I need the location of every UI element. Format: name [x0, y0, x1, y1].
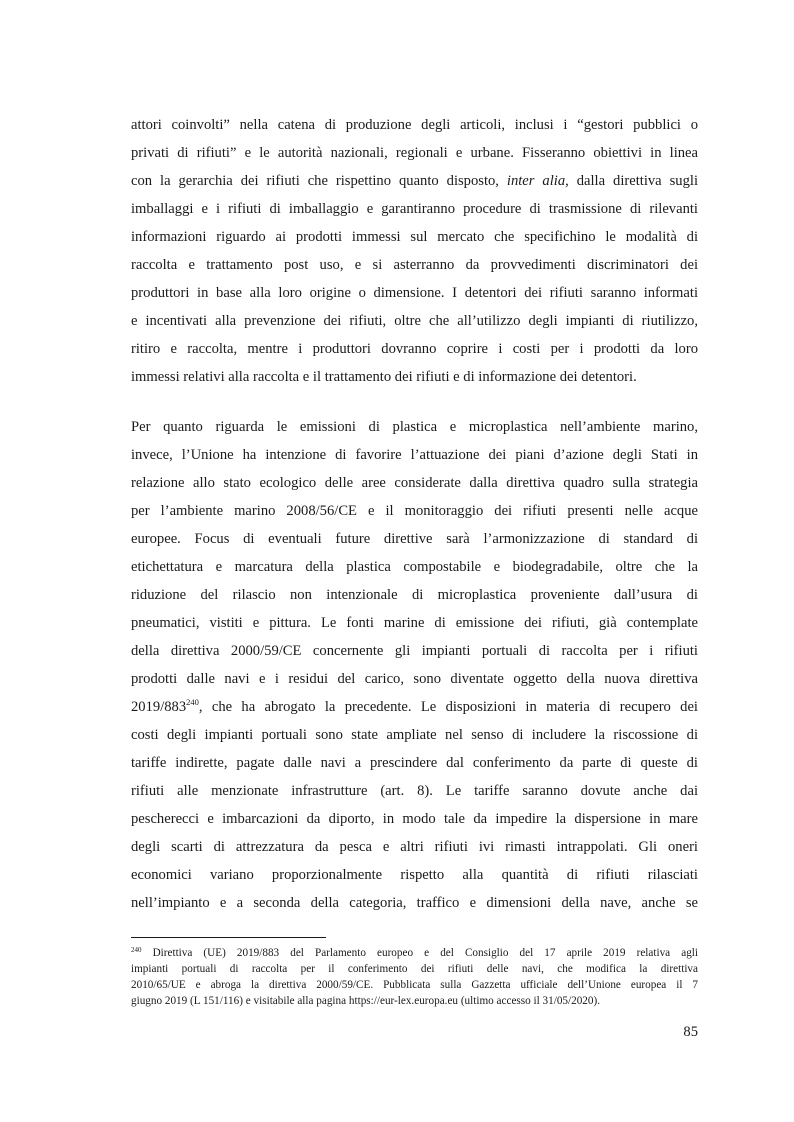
- text-line: privati di rifiuti” e le autorità nazionali, regionali e urbane. Fisseranno obiettivi in linea: [131, 145, 698, 161]
- footnote-text: Direttiva (UE) 2019/883 del Parlamento europeo e del Consiglio del 17 aprile 2019 relativa agli: [141, 947, 698, 959]
- text-line: costi degli impianti portuali sono state ampliate nel senso di includere la riscossione di: [131, 727, 698, 743]
- text-line: immessi relativi alla raccolta e il trattamento dei rifiuti e di informazione dei detentori.: [131, 369, 637, 385]
- page-number: 85: [683, 1024, 698, 1040]
- text-line: e incentivati alla prevenzione dei rifiuti, oltre che all’utilizzo degli impianti di riutilizzo,: [131, 313, 698, 329]
- footnote-separator: [131, 937, 326, 938]
- italic-latin-phrase: inter alia: [506, 173, 566, 189]
- text-line: tariffe indirette, pagate dalle navi a prescindere dal conferimento da parte di queste di: [131, 755, 698, 771]
- text-line: informazioni riguardo ai prodotti immessi sul mercato che specifichino le modalità di: [131, 229, 698, 245]
- footnote-line: 2010/65/UE e abroga la direttiva 2000/59/CE. Pubblicata sulla Gazzetta ufficiale dell’Unione europea il 7: [131, 979, 698, 991]
- text-line: riduzione del rilascio non intenzionale di microplastica proveniente dall’usura di: [131, 587, 698, 603]
- footnote-line: [131, 945, 698, 961]
- footnote-line: giugno 2019 (L 151/116) e visitabile alla pagina https://eur-lex.europa.eu (ultimo accesso il 31/05/2020).: [131, 995, 601, 1007]
- text-line: [131, 171, 698, 191]
- text-line: della direttiva 2000/59/CE concernente gli impianti portuali di raccolta per i rifiuti: [131, 643, 698, 659]
- text-line: degli scarti di attrezzatura da pesca e altri rifiuti ivi rimasti intrappolati. Gli oneri: [131, 839, 698, 855]
- text-line: per l’ambiente marino 2008/56/CE e il monitoraggio dei rifiuti presenti nelle acque: [131, 503, 698, 519]
- text-line: ritiro e raccolta, mentre i produttori dovranno coprire i costi per i prodotti da loro: [131, 341, 698, 357]
- text-line: invece, l’Unione ha intenzione di favorire l’attuazione dei piani d’azione degli Stati in: [131, 447, 698, 463]
- text-line-end: , che ha abrogato la precedente. Le disposizioni in materia di recupero dei: [198, 699, 698, 715]
- text-line: economici variano proporzionalmente rispetto alla quantità di rifiuti rilasciati: [131, 867, 698, 883]
- text-line-start: con la gerarchia dei rifiuti che rispettino quanto disposto,: [131, 173, 507, 189]
- footnote-reference[interactable]: 240: [186, 697, 199, 707]
- text-line: pescherecci e imbarcazioni da diporto, in modo tale da impedire la dispersione in mare: [131, 811, 698, 827]
- text-line: Per quanto riguarda le emissioni di plastica e microplastica nell’ambiente marino,: [131, 419, 698, 435]
- text-line-end: , dalla direttiva sugli: [565, 173, 698, 189]
- text-line: [131, 697, 698, 717]
- footnote-line: impianti portuali di raccolta per il conferimento dei rifiuti delle navi, che modifica la direttiva: [131, 963, 698, 975]
- text-line: raccolta e trattamento post uso, e si asterranno da provvedimenti discriminatori dei: [131, 257, 698, 273]
- text-line: etichettatura e marcatura della plastica compostabile e biodegradabile, oltre che la: [131, 559, 698, 575]
- text-line: produttori in base alla loro origine o dimensione. I detentori dei rifiuti saranno informati: [131, 285, 698, 301]
- text-line: attori coinvolti” nella catena di produzione degli articoli, inclusi i “gestori pubblici o: [131, 117, 698, 133]
- text-line: pneumatici, vistiti e pittura. Le fonti marine di emissione dei rifiuti, già contemplate: [131, 615, 698, 631]
- text-line: relazione allo stato ecologico delle aree considerate dalla direttiva quadro sulla strategia: [131, 475, 698, 491]
- footnote-number: 240: [131, 946, 142, 954]
- text-line: imballaggi e i rifiuti di imballaggio e garantiranno procedure di trasmissione di rilevanti: [131, 201, 698, 217]
- text-line: europee. Focus di eventuali future direttive sarà l’armonizzazione di standard di: [131, 531, 698, 547]
- text-line: nell’impianto e a seconda della categoria, traffico e dimensioni della nave, anche se: [131, 895, 698, 911]
- text-line: prodotti dalle navi e i residui del carico, sono diventate oggetto della nuova direttiva: [131, 671, 698, 687]
- text-line: rifiuti alle menzionate infrastrutture (art. 8). Le tariffe saranno dovute anche dai: [131, 783, 698, 799]
- directive-number: 2019/883: [131, 699, 187, 715]
